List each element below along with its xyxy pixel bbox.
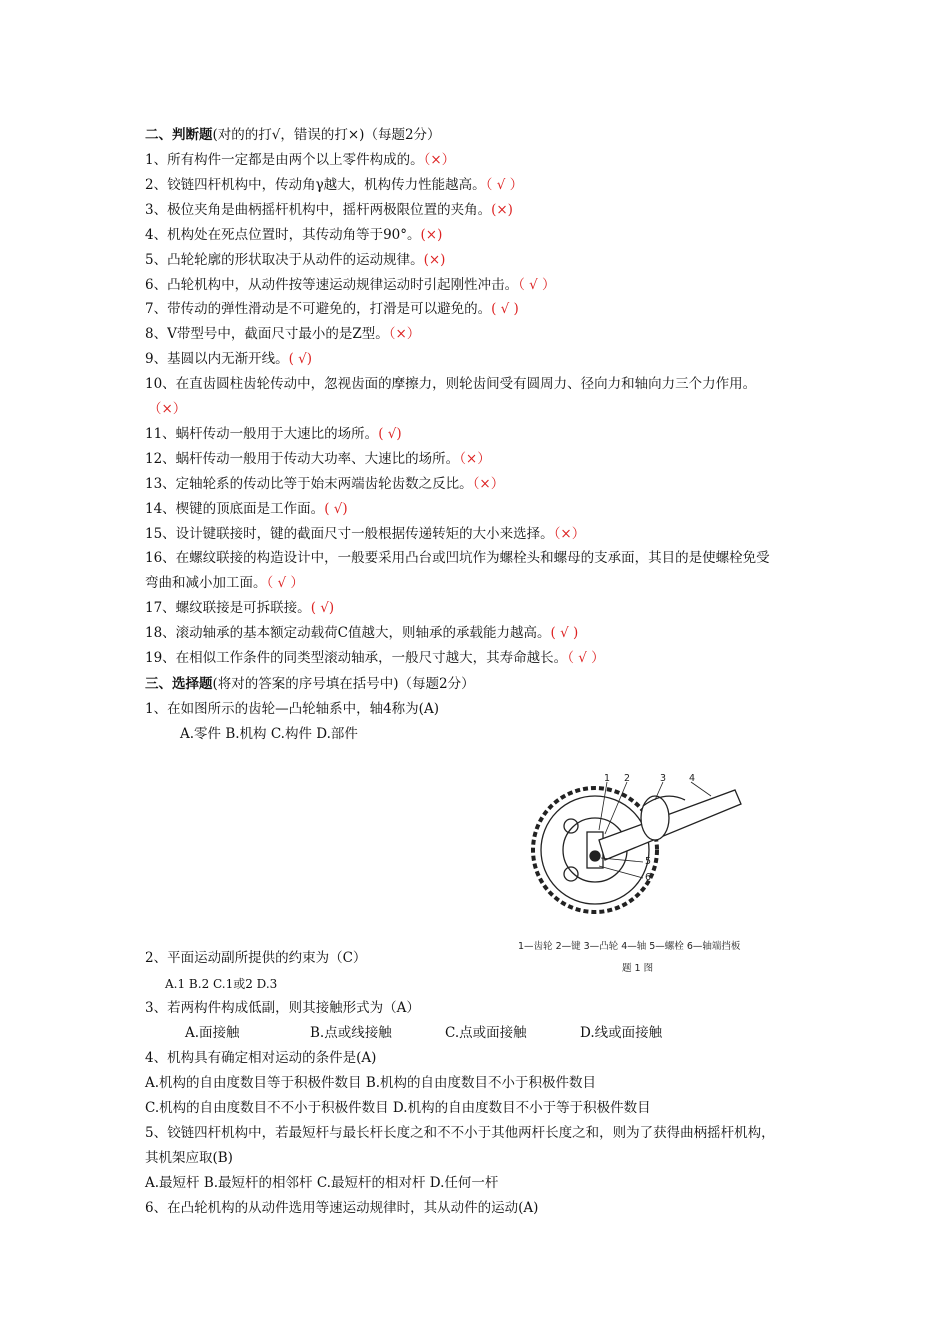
judge-item-answer: （×） — [388, 326, 421, 343]
judge-item-text: 弯曲和减小加工面。 — [145, 575, 267, 592]
judge-item — [148, 400, 186, 418]
judge-item-answer: （×） — [423, 152, 456, 168]
judge-item-answer: ( √) — [288, 351, 313, 368]
judge-item-answer: ( √) — [378, 425, 402, 442]
judge-item-answer: ( √ ) — [550, 625, 579, 642]
judge-item-answer: (×) — [420, 226, 443, 243]
judge-item — [145, 350, 312, 368]
judge-item-answer: （×） — [472, 475, 505, 492]
question-2: 2、平面运动副所提供的约束为（C） — [145, 950, 367, 966]
question-4-options-line-1: A.机构的自由度数目等于积极件数目 B.机构的自由度数目不小于积极件数目 — [145, 1075, 597, 1091]
judge-header-rest: (对的的打√，错误的打×)（每题2分） — [212, 127, 441, 143]
judge-item-text: 12、蜗杆传动一般用于传动大功率、大速比的场所。 — [145, 450, 460, 467]
figure-legend: 1—齿轮 2—键 3—凸轮 4—轴 5—螺栓 6—轴端挡板 — [518, 941, 741, 952]
judge-item-text: 15、设计键联接时，键的截面尺寸一般根据传递转矩的大小来选择。 — [145, 525, 554, 542]
judge-item-text: 11、蜗杆传动一般用于大速比的场所。 — [145, 425, 379, 442]
judge-item — [145, 450, 491, 468]
judge-item-answer: （ √ ） — [518, 276, 556, 293]
judge-item — [145, 300, 519, 318]
judge-item-text: 8、V带型号中，截面尺寸最小的是Z型。 — [145, 326, 389, 343]
choice-header-rest: (将对的答案的序号填在括号中)（每题2分） — [212, 676, 475, 692]
figure-number-1: 1 — [604, 773, 611, 784]
judge-item-answer: (×) — [423, 251, 446, 268]
judge-item-text: 13、定轴轮系的传动比等于始末两端齿轮齿数之反比。 — [145, 475, 473, 492]
figure-number-4: 4 — [689, 773, 696, 784]
question-5-options: A.最短杆 B.最短杆的相邻杆 C.最短杆的相对杆 D.任何一杆 — [145, 1175, 499, 1191]
judge-item-answer: ( √ ) — [491, 301, 519, 318]
judge-item — [145, 574, 304, 592]
figure-number-2: 2 — [624, 773, 631, 784]
cam — [641, 796, 669, 840]
judge-item-text: 2、铰链四杆机构中，传动角γ越大，机构传力性能越高。 — [145, 176, 486, 193]
judge-item-answer: （×） — [553, 525, 586, 542]
judge-section-header — [145, 126, 441, 144]
gear-cam-shaft-figure — [515, 770, 760, 975]
judge-item — [145, 475, 504, 493]
judge-item-answer: （ √ ） — [485, 176, 524, 193]
judge-item — [145, 226, 442, 244]
judge-item-answer: （ √ ） — [567, 650, 605, 666]
shaft — [599, 790, 741, 860]
judge-item — [145, 176, 523, 194]
judge-item — [145, 375, 756, 393]
judge-item-answer: ( √) — [324, 500, 348, 517]
judge-header-bold: 二、判断题 — [145, 127, 213, 143]
question-3-option-d: D.线或面接触 — [580, 1025, 663, 1041]
judge-item — [145, 325, 420, 343]
figure-number-5: 5 — [645, 856, 652, 867]
choice-header-bold: 三、选择题 — [145, 676, 213, 692]
judge-item — [145, 500, 348, 518]
question-1: 1、在如图所示的齿轮—凸轮轴系中，轴4称为(A) — [145, 701, 439, 717]
judge-item-text: 1、所有构件一定都是由两个以上零件构成的。 — [145, 152, 424, 168]
judge-item-text: 4、机构处在死点位置时，其传动角等于90°。 — [145, 226, 421, 243]
judge-item-text: 5、凸轮轮廓的形状取决于从动件的运动规律。 — [145, 251, 424, 268]
judge-item-text: 3、极位夹角是曲柄摇杆机构中，摇杆两极限位置的夹角。 — [145, 201, 492, 218]
judge-item — [145, 201, 513, 219]
judge-item — [145, 151, 455, 169]
judge-item-answer: （ √ ） — [266, 575, 304, 592]
question-4: 4、机构具有确定相对运动的条件是(A) — [145, 1050, 377, 1066]
judge-item-text: 18、滚动轴承的基本额定动载荷C值越大，则轴承的承载能力越高。 — [145, 625, 551, 642]
judge-item-text: 7、带传动的弹性滑动是不可避免的，打滑是可以避免的。 — [145, 301, 492, 318]
judge-item-answer: （×） — [148, 401, 187, 417]
judge-item — [145, 525, 585, 543]
question-5-continued: 其机架应取(B) — [145, 1150, 233, 1166]
question-4-options-line-2: C.机构的自由度数目不不小于积极件数目 D.机构的自由度数目不小于等于积极件数目 — [145, 1100, 651, 1116]
judge-item-answer: ( √) — [310, 600, 335, 617]
question-5: 5、铰链四杆机构中，若最短杆与最长杆长度之和不不小于其他两杆长度之和，则为了获得曲柄摇杆机构， — [145, 1125, 775, 1141]
gear-hub — [587, 832, 603, 868]
question-2-options: A.1 B.2 C.1或2 D.3 — [165, 977, 278, 991]
figure-number-6: 6 — [645, 872, 652, 883]
figure-caption: 题 1 图 — [622, 963, 654, 974]
judge-item-text: 17、螺纹联接是可拆联接。 — [145, 600, 311, 617]
judge-item — [145, 599, 334, 617]
question-3: 3、若两构件构成低副，则其接触形式为（A） — [145, 1000, 420, 1016]
question-3-option-b: B.点或线接触 — [310, 1025, 392, 1041]
judge-item-text: 9、基圆以内无渐开线。 — [145, 351, 289, 368]
judge-item-text: 14、楔键的顶底面是工作面。 — [145, 500, 325, 517]
judge-item — [145, 649, 605, 667]
figure-number-3: 3 — [660, 773, 667, 784]
judge-item-text: 16、在螺纹联接的构造设计中，一般要采用凸台或凹坑作为螺栓头和螺母的支承面，其目的是使螺栓免受 — [145, 550, 770, 567]
choice-section-header — [145, 675, 475, 693]
gear-hole-1 — [564, 819, 578, 833]
leader-5 — [601, 858, 643, 862]
judge-item-answer: （×） — [459, 450, 491, 467]
end-bolt — [590, 851, 600, 861]
judge-item — [145, 276, 556, 294]
gear-cam-shaft-drawing — [515, 770, 760, 930]
question-3-option-a: A.面接触 — [185, 1025, 240, 1041]
judge-item-text: 10、在直齿圆柱齿轮传动中，忽视齿面的摩擦力，则轮齿间受有圆周力、径向力和轴向力三个力作用。 — [145, 376, 757, 393]
question-3-option-c: C.点或面接触 — [445, 1025, 527, 1041]
leader-4 — [691, 782, 711, 796]
question-1-options: A.零件 B.机构 C.构件 D.部件 — [180, 726, 358, 742]
judge-item — [145, 251, 445, 269]
judge-item-text: 19、在相似工作条件的同类型滚动轴承，一般尺寸越大，其寿命越长。 — [145, 650, 568, 666]
judge-item-answer: (×) — [491, 201, 513, 218]
judge-item — [145, 425, 402, 443]
gear-hole-2 — [564, 867, 578, 881]
judge-item-text: 6、凸轮机构中，从动件按等速运动规律运动时引起刚性冲击。 — [145, 276, 519, 293]
judge-item — [145, 624, 578, 642]
question-6: 6、在凸轮机构的从动件选用等速运动规律时，其从动件的运动(A) — [145, 1200, 539, 1216]
judge-item — [145, 549, 770, 567]
